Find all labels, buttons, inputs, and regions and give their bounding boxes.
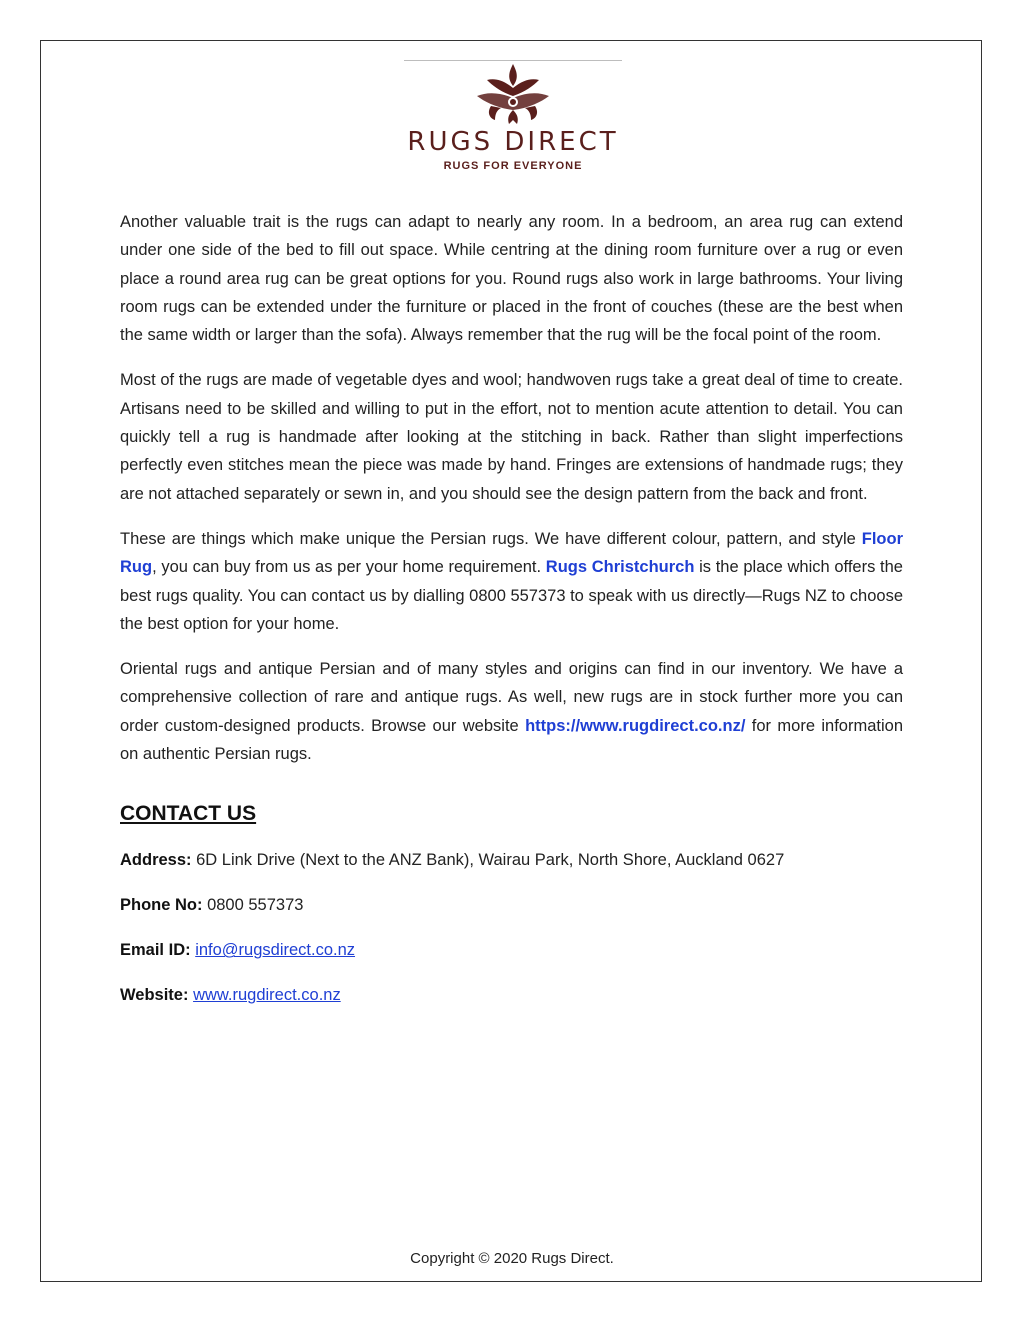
email-link[interactable]: info@rugsdirect.co.nz <box>195 941 356 960</box>
brand-tagline: RUGS FOR EVERYONE <box>443 160 583 172</box>
contact-address <box>120 848 903 872</box>
lotus-ornament-icon <box>473 62 553 126</box>
website-label: Website: <box>120 986 189 1005</box>
paragraph-3-text-1: These are things which make unique the Persian rugs. We have different colour, pattern, and style <box>120 529 862 548</box>
rugs-christchurch-link[interactable]: Rugs Christchurch <box>545 558 695 577</box>
paragraph-4 <box>120 655 903 768</box>
footer-copyright: Copyright © 2020 Rugs Direct. <box>410 1250 614 1267</box>
paragraph-4-text-2: for more information on authentic Persian rugs. <box>120 716 903 764</box>
floor-rug-link[interactable]: Floor Rug <box>120 529 903 577</box>
phone-value: 0800 557373 <box>202 896 304 915</box>
paragraph-1: Another valuable trait is the rugs can adapt to nearly any room. In a bedroom, an area rug can extend under one side of the bed to fill out space. While centring at the dining room furniture over a rug or even place a round area rug can be great options for you. Round rugs also work in large bathrooms. Your living room rugs can be extended under the furniture or placed in the front of couches (these are the best when the same width or larger than the sofa). Always remember that the rug will be the focal point of the room. <box>120 213 903 345</box>
address-value: 6D Link Drive (Next to the ANZ Bank), Wairau Park, North Shore, Auckland 0627 <box>191 851 785 870</box>
contact-phone <box>120 893 903 917</box>
logo-divider <box>404 60 622 61</box>
phone-label: Phone No: <box>120 896 203 915</box>
website-url-link[interactable]: https://www.rugdirect.co.nz/ <box>525 716 746 735</box>
paragraph-3-text-3: is the place which offers the best rugs quality. You can contact us by dialling 0800 557373 to speak with us directly—Rugs NZ to choose the best option for your home. <box>120 558 903 633</box>
contact-heading: CONTACT US <box>120 802 257 826</box>
document-body <box>120 208 903 1028</box>
contact-website <box>120 983 903 1007</box>
address-label: Address: <box>120 851 192 870</box>
paragraph-3-text-2: , you can buy from us as per your home requirement. <box>152 558 546 577</box>
paragraph-4-text-1: Oriental rugs and antique Persian and of many styles and origins can find in our inventory. We have a comprehensive collection of rare and antique rugs. As well, new rugs are in stock further more you can order custom-designed products. Browse our website <box>120 660 903 735</box>
logo <box>400 62 626 172</box>
email-label: Email ID: <box>120 941 191 960</box>
brand-name: RUGS DIRECT <box>407 127 619 157</box>
paragraph-3 <box>120 525 903 638</box>
paragraph-2: Most of the rugs are made of vegetable dyes and wool; handwoven rugs take a great deal of time to create. Artisans need to be skilled and willing to put in the effort, not to mention acute attention to detail. You can quickly tell a rug is handmade after looking at the stitching in back. Rather than slight imperfections perfectly even stitches mean the piece was made by hand. Fringes are extensions of handmade rugs; they are not attached separately or sewn in, and you should see the design pattern from the back and front. <box>120 371 903 503</box>
contact-email <box>120 938 903 962</box>
website-link[interactable]: www.rugdirect.co.nz <box>193 986 341 1005</box>
